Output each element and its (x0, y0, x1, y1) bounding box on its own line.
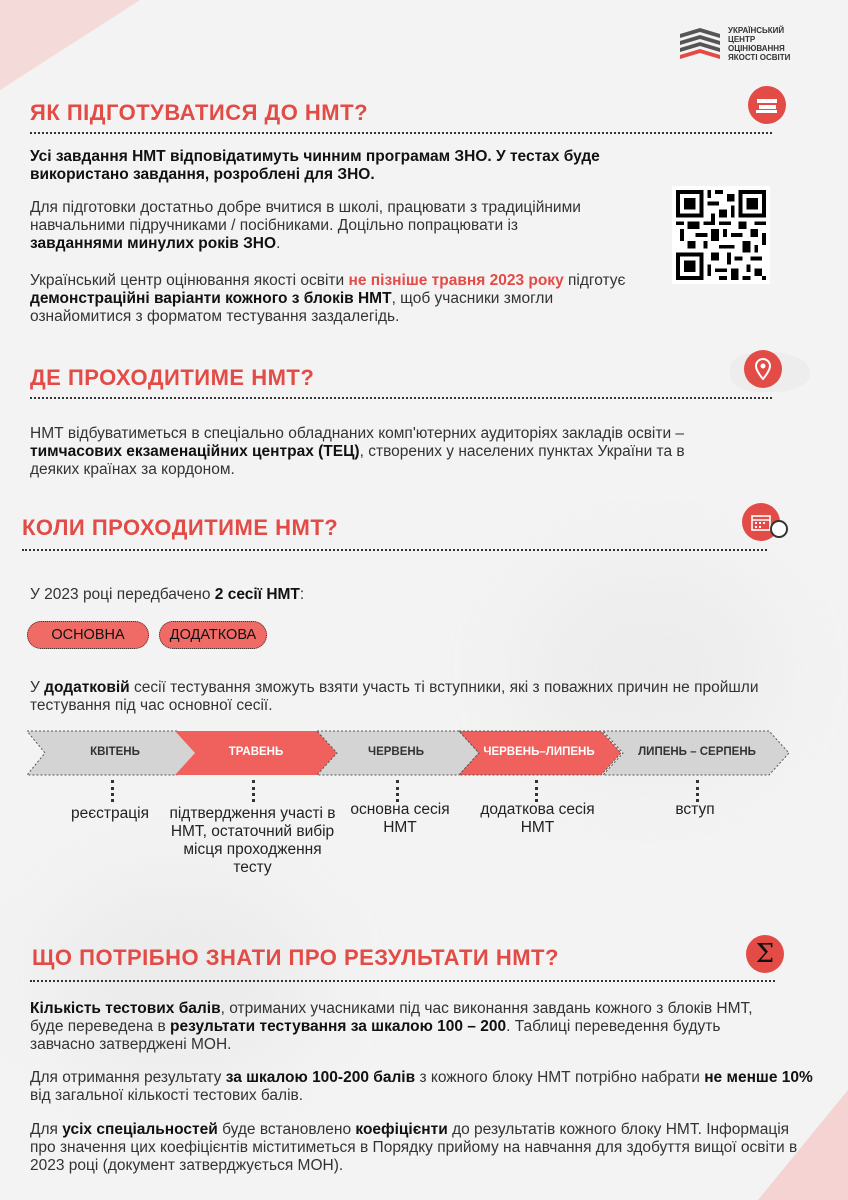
location-pin-icon (744, 350, 782, 388)
timeline-connector (252, 780, 255, 802)
section3-paragraph1: У 2023 році передбачено 2 сесії НМТ: (30, 586, 305, 603)
timeline-desc-july-august: вступ (675, 801, 715, 818)
timeline-connector (535, 780, 538, 802)
ucoyo-logo (678, 26, 798, 62)
section4-paragraph3: Для усіх спеціальностей буде встановлено коефіцієнти до результатів кожного блоку НМТ. Інформація про значення цих коефіцієнтів міститиметься в Порядку прийому на навчання для здобуття вищої освіти в 2023 році (документ затверджується МОН). (30, 1121, 798, 1174)
timeline-connector (396, 780, 399, 802)
section1-paragraph1: Для підготовки достатньо добре вчитися в школі, працювати з традиційними навчальними підручниками / посібниками. Доцільно попрацювати із завданнями минулих років ЗНО. (30, 199, 581, 252)
timeline-desc-april: реєстрація (71, 805, 149, 822)
logo-icon (678, 26, 722, 62)
section4-paragraph1: Кількість тестових балів, отриманих учасниками під час виконання завдань кожного з блоків НМТ, буде переведена в результати тестування за шкалою 100 – 200. Таблиці переведення будуть завчасно затверджені МОН. (30, 1000, 753, 1053)
session-pill-additional: ДОДАТКОВА (159, 621, 267, 649)
section1-intro: Усі завдання НМТ відповідатимуть чинним програмам ЗНО. У тестах буде використано завдання, розроблені для ЗНО. (30, 148, 600, 183)
section-heading-where: ДЕ ПРОХОДИТИМЕ НМТ? (30, 365, 315, 390)
qr-code[interactable] (672, 186, 770, 284)
section-heading-when: КОЛИ ПРОХОДИТИМЕ НМТ? (22, 515, 339, 540)
session-pill-main: ОСНОВНА (27, 621, 149, 649)
timeline-label-july-august: ЛИПЕНЬ – СЕРПЕНЬ (638, 746, 756, 758)
section2-paragraph: НМТ відбуватиметься в спеціально обладнаних комп'ютерних аудиторіях закладів освіти – тимчасових екзаменаційних центрах (ТЕЦ), створених у населених пунктах України та в деяких країнах за кордоном. (30, 425, 685, 478)
timeline-desc-may: підтвердження участі в НМТ, остаточний вибір місця проходження тесту (169, 805, 336, 876)
section-divider (22, 549, 767, 551)
timeline-label-may: ТРАВЕНЬ (228, 746, 284, 758)
timeline-label-june-july: ЧЕРВЕНЬ–ЛИПЕНЬ (483, 746, 595, 758)
background-corner (0, 0, 140, 90)
timeline-connector (111, 780, 114, 802)
section-divider (30, 980, 775, 982)
books-icon (748, 86, 786, 124)
timeline-connector (696, 780, 699, 802)
logo-text: УКРАЇНСЬКИЙ ЦЕНТР ОЦІНЮВАННЯ ЯКОСТІ ОСВІТИ (728, 26, 791, 62)
section-heading-results: ЩО ПОТРІБНО ЗНАТИ ПРО РЕЗУЛЬТАТИ НМТ? (32, 945, 559, 970)
section3-paragraph2: У додатковій сесії тестування зможуть взяти участь ті вступники, які з поважних причин не пройшли тестування під час основної сесії. (30, 679, 759, 714)
section4-paragraph2: Для отримання результату за шкалою 100-200 балів з кожного блоку НМТ потрібно набрати не менше 10% від загальної кількості тестових балів. (30, 1069, 813, 1104)
clock-icon (770, 520, 788, 538)
timeline-label-june: ЧЕРВЕНЬ (368, 746, 424, 758)
section-divider (30, 132, 772, 134)
sigma-icon: Σ (746, 935, 784, 973)
timeline-desc-june: основна сесія НМТ (350, 801, 450, 836)
section-heading-prepare: ЯК ПІДГОТУВАТИСЯ ДО НМТ? (30, 100, 369, 125)
section-divider (30, 397, 772, 399)
timeline-desc-june-july: додаткова сесія НМТ (480, 801, 595, 836)
timeline-label-april: КВІТЕНЬ (90, 746, 140, 758)
section1-paragraph2: Український центр оцінювання якості освіти не пізніше травня 2023 року підготує демонстраційні варіанти кожного з блоків НМТ, щоб учасники змогли ознайомитися з форматом тестування заздалегідь. (30, 272, 626, 325)
